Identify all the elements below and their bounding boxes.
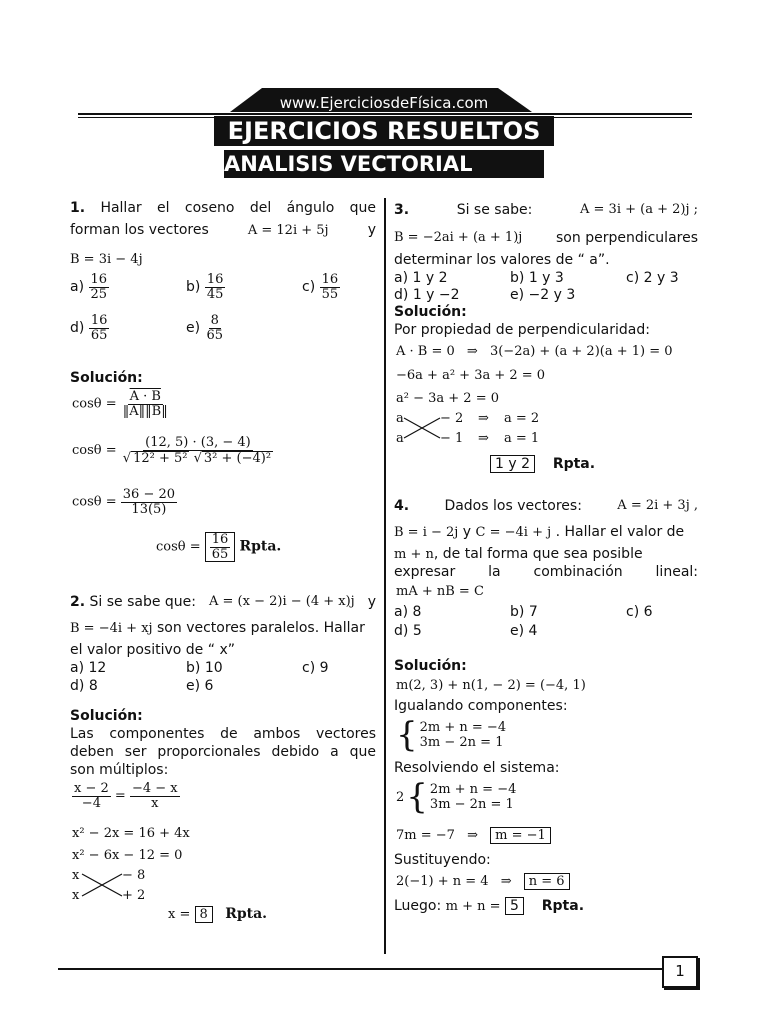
equation-2: cosθ = $\frac{(12, 5) \cdot (3, - 4)}{\text{√ 12² + 5² √ 3² + (−4)²}}$ — [72, 435, 272, 466]
option-a: a) 8 — [394, 604, 422, 620]
option-c: c) 2 y 3 — [626, 270, 679, 286]
equation-1: m(2, 3) + n(1, − 2) = (−4, 1) — [396, 678, 586, 693]
text-sustituyendo: Sustituyendo: — [394, 852, 491, 868]
brace-icon: { — [406, 777, 428, 817]
problem-3-line-3: determinar los valores de “ a”. — [394, 252, 610, 268]
option-b: b) $\frac{16}{45}$ — [186, 272, 224, 302]
option-c: c) $\frac{16}{55}$ — [302, 272, 339, 302]
equation-m: 7m = −7 ⇒ m = −1 — [396, 828, 551, 843]
rpta-label: Rpta. — [225, 906, 268, 922]
option-a: a) 12 — [70, 660, 107, 676]
vector-a-expr: A = 2i + 3j , — [617, 498, 698, 513]
solution-text-3: son múltiplos: — [70, 762, 169, 778]
text-resolviendo: Resolviendo el sistema: — [394, 760, 560, 776]
equation-1: A · B = 0 ⇒ 3(−2a) + (a + 2)(a + 1) = 0 — [396, 344, 673, 359]
equation-1: cosθ = $\frac{A \cdot B}{‖A‖‖B‖}$ — [72, 389, 168, 419]
problem-1-line-2: forman los vectores A = 12i + 5j y — [70, 222, 376, 238]
solution-label: Solución: — [394, 658, 467, 674]
answer-box: 1 y 2 — [490, 455, 535, 473]
solution-label: Solución: — [70, 370, 143, 386]
brace-icon: { — [396, 715, 418, 755]
problem-4-line-4: expresar la combinación lineal: — [394, 564, 698, 580]
problem-3-line-1: 3. Si se sabe: A = 3i + (a + 2)j ; — [394, 202, 698, 218]
rpta-label: Rpta. — [239, 538, 282, 555]
equation-2: −6a + a² + 3a + 2 = 0 — [396, 368, 546, 383]
equation-3: x² − 6x − 12 = 0 — [72, 848, 183, 863]
option-a: a) $\frac{16}{25}$ — [70, 272, 108, 302]
problem-2-line-2: B = −4i + xj son vectores paralelos. Hallar — [70, 620, 365, 636]
column-divider — [384, 198, 386, 954]
factor-right-2: + 2 — [122, 888, 146, 903]
option-b: b) 7 — [510, 604, 538, 620]
final-answer: Luego: m + n = 5 Rpta. — [394, 898, 585, 914]
option-d: d) 5 — [394, 623, 422, 639]
problem-4-line-3: m + n, de tal forma que sea posible — [394, 546, 643, 562]
factor-left-2: a — [396, 431, 404, 446]
factor-left-1: x — [72, 868, 80, 883]
problem-2-line-1: 2. Si se sabe que: A = (x − 2)i − (4 + x)j y — [70, 594, 376, 610]
equation-1: $\frac{x - 2}{-4}$ = $\frac{-4 - x}{x}$ — [74, 781, 178, 811]
page-number: 1 — [662, 956, 698, 988]
implies-icon: ⇒ — [478, 411, 489, 426]
answer — [490, 456, 595, 472]
page-title: EJERCICIOS RESUELTOS — [227, 117, 541, 145]
equation-3: cosθ = $\frac{36 - 20}{13(5)}$ — [72, 487, 176, 517]
option-d: d) $\frac{16}{65}$ — [70, 313, 108, 343]
implies-icon: ⇒ — [467, 828, 478, 843]
implies-icon: ⇒ — [478, 431, 489, 446]
option-d: d) 8 — [70, 678, 98, 694]
option-c: c) 6 — [626, 604, 653, 620]
rpta-label: Rpta. — [541, 898, 585, 914]
problem-4-line-1: 4. Dados los vectores: A = 2i + 3j , — [394, 498, 698, 514]
problem-2-line-3: el valor positivo de “ x” — [70, 642, 235, 658]
answer-box-m: m = −1 — [490, 827, 551, 844]
factor-right-1: − 8 — [122, 868, 146, 883]
problem-4-line-2: B = i − 2j y C = −4i + j . Hallar el valor de — [394, 524, 685, 540]
vector-b-expr: B = −4i + xj — [70, 621, 153, 636]
factor-left-2: x — [72, 888, 80, 903]
system-2: 2 { 2m + n = −4 3m − 2n = 1 — [396, 777, 517, 817]
system-1: { 2m + n = −4 3m − 2n = 1 — [396, 715, 507, 755]
factor-right-1: − 2 — [440, 411, 464, 426]
option-e: e) 6 — [186, 678, 214, 694]
equation-4: cosθ = $\frac{16}{65}$ Rpta. — [156, 532, 282, 562]
factor-left-1: a — [396, 411, 404, 426]
header — [0, 0, 768, 190]
solution-label: Solución: — [70, 708, 143, 724]
option-e: e) −2 y 3 — [510, 287, 576, 303]
solution-text: Por propiedad de perpendicularidad: — [394, 322, 650, 338]
website-url: www.EjerciciosdeFísica.com — [279, 94, 489, 112]
option-d: d) 1 y −2 — [394, 287, 460, 303]
problem-3-line-2: B = −2ai + (a + 1)j son perpendiculares — [394, 230, 698, 246]
answer-box: 5 — [505, 897, 524, 915]
option-b: b) 1 y 3 — [510, 270, 564, 286]
answer: x = 8 Rpta. — [168, 906, 268, 922]
factor-result-2: a = 1 — [504, 431, 540, 446]
footer-rule — [58, 968, 662, 970]
vector-a-expr: A = 12i + 5j — [247, 223, 329, 238]
vector-b-expr: B = −2ai + (a + 1)j — [394, 230, 523, 245]
option-a: a) 1 y 2 — [394, 270, 448, 286]
solution-label: Solución: — [394, 304, 467, 320]
text-igualando: Igualando componentes: — [394, 698, 568, 714]
equation-3: a² − 3a + 2 = 0 — [396, 391, 499, 406]
vector-c-expr: C = −4i + j — [475, 525, 552, 540]
factor-right-2: − 1 — [440, 431, 464, 446]
vector-a-expr: A = (x − 2)i − (4 + x)j — [209, 594, 355, 609]
vector-a-expr: A = 3i + (a + 2)j ; — [580, 202, 698, 217]
problem-1-line-1: 1. Hallar el coseno del ángulo que — [70, 200, 377, 216]
linear-combination: mA + nB = C — [396, 584, 484, 599]
page-subtitle: ANALISIS VECTORIAL — [224, 152, 473, 176]
answer-box-n: n = 6 — [524, 873, 570, 890]
option-e: e) $\frac{8}{65}$ — [186, 313, 224, 343]
implies-icon: ⇒ — [466, 344, 478, 359]
rpta-label: Rpta. — [552, 456, 596, 472]
option-b: b) 10 — [186, 660, 223, 676]
option-e: e) 4 — [510, 623, 538, 639]
option-c: c) 9 — [302, 660, 329, 676]
answer-box: 8 — [195, 906, 213, 923]
implies-icon: ⇒ — [500, 874, 512, 889]
equation-n: 2(−1) + n = 4 ⇒ n = 6 — [396, 874, 570, 889]
vector-b-expr: B = i − 2j — [394, 525, 459, 540]
answer-box: $\frac{16}{65}$ — [205, 532, 236, 562]
equation-2: x² − 2x = 16 + 4x — [72, 826, 190, 841]
vector-b-expr: B = 3i − 4j — [70, 252, 143, 267]
solution-text-1: Las componentes de ambos vectores — [70, 726, 376, 742]
factor-result-1: a = 2 — [504, 411, 540, 426]
solution-text-2: deben ser proporcionales debido a que — [70, 744, 376, 760]
